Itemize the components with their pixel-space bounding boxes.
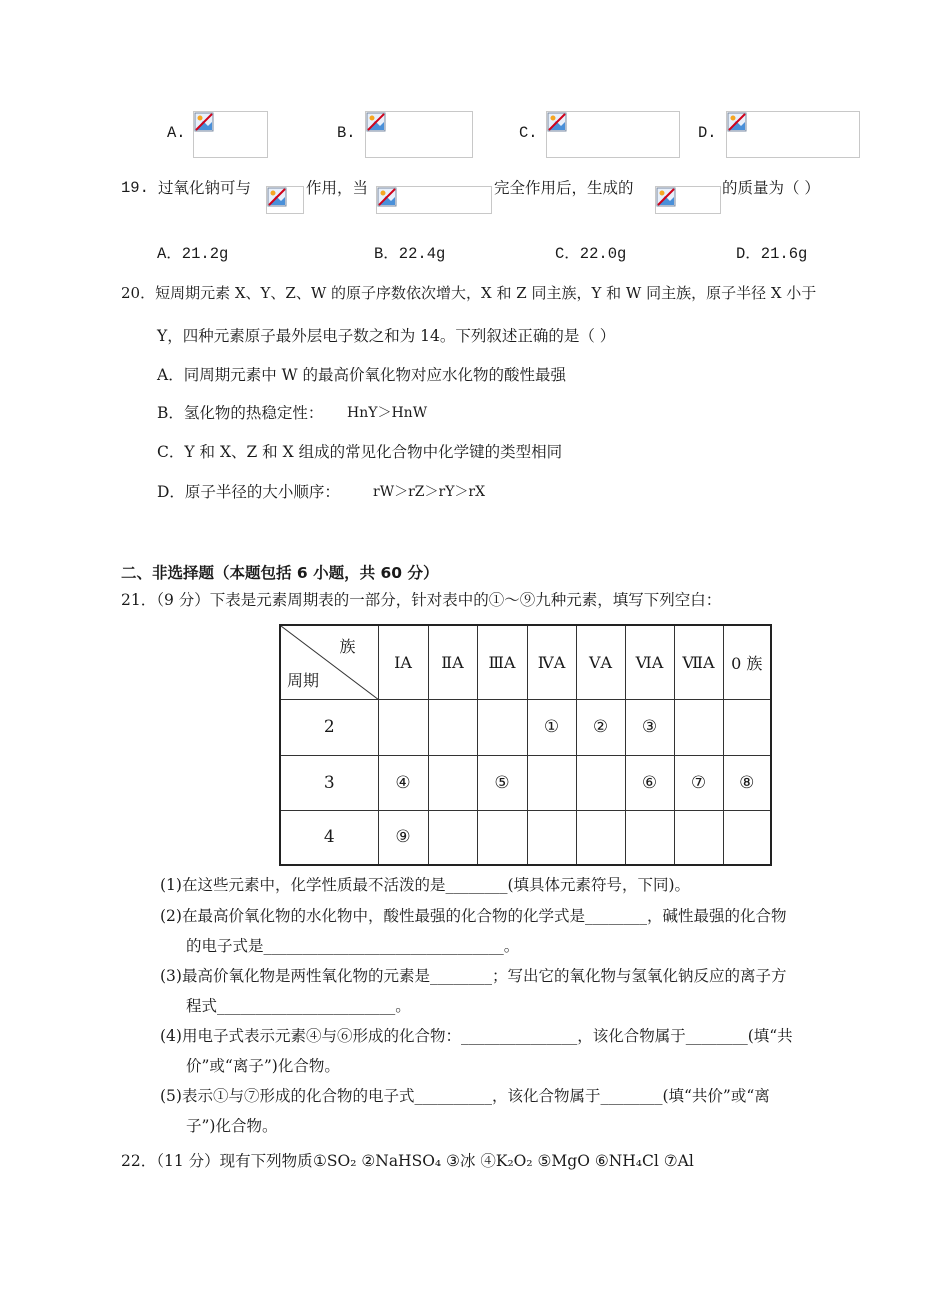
formula-image — [655, 186, 721, 214]
table-cell: ④ — [378, 755, 428, 810]
group-header: ⅢA — [477, 625, 527, 699]
period-label: 3 — [280, 755, 378, 810]
table-cell — [527, 810, 576, 865]
question-19-number: 19. — [121, 179, 149, 197]
question-21-part-2b: 的电子式是_______________________________。 — [186, 937, 520, 955]
table-cell — [674, 699, 723, 755]
option-a-image — [193, 111, 268, 158]
option-b-image — [365, 111, 473, 158]
question-19-option-a: A．21.2g — [157, 245, 229, 263]
table-cell — [576, 810, 625, 865]
broken-image-icon — [547, 112, 567, 132]
table-cell — [428, 810, 477, 865]
question-19-option-d: D．21.6g — [736, 245, 808, 263]
question-19-text-4: 的质量为（ ） — [722, 179, 820, 197]
table-cell: ① — [527, 699, 576, 755]
table-row — [280, 810, 771, 865]
question-21-part-2a: (2)在最高价氧化物的水化物中，酸性最强的化合物的化学式是________，碱性最强的化合物 — [160, 907, 787, 925]
table-cell: ⑧ — [723, 755, 771, 810]
table-cell — [477, 699, 527, 755]
question-22-items: ①SO₂ ②NaHSO₄ ③冰 ④K₂O₂ ⑤MgO ⑥NH₄Cl ⑦Al — [313, 1152, 694, 1170]
question-19-text-2: 作用，当 — [306, 179, 369, 197]
corner-period-label: 周期 — [287, 670, 320, 690]
table-cell — [723, 699, 771, 755]
question-21-part-3a: (3)最高价氧化物是两性氧化物的元素是________；写出它的氧化物与氢氧化钠反应的离子方 — [160, 967, 787, 985]
formula-image — [376, 186, 492, 214]
option-d-image — [726, 111, 860, 158]
group-header: ⅠA — [378, 625, 428, 699]
question-20-option-b-prefix: B．氢化物的热稳定性： — [157, 404, 324, 422]
broken-image-icon — [377, 187, 397, 207]
option-c-label: C. — [519, 124, 538, 142]
question-19-option-b: B．22.4g — [374, 245, 446, 263]
group-header: ⅣA — [527, 625, 576, 699]
option-c-image — [546, 111, 680, 158]
group-header: ⅥA — [625, 625, 674, 699]
question-19-option-c: C．22.0g — [555, 245, 627, 263]
group-header: ⅤA — [576, 625, 625, 699]
option-a-label: A. — [167, 124, 186, 142]
broken-image-icon — [366, 112, 386, 132]
periodic-table — [279, 624, 772, 866]
table-cell — [576, 755, 625, 810]
question-20-option-c: C．Y 和 X、Z 和 X 组成的常见化合物中化学键的类型相同 — [157, 443, 563, 461]
option-b-label: B. — [337, 124, 356, 142]
table-corner-cell — [280, 625, 378, 699]
table-cell: ② — [576, 699, 625, 755]
table-cell: ⑤ — [477, 755, 527, 810]
formula-image — [266, 186, 304, 214]
broken-image-icon — [194, 112, 214, 132]
table-cell: ⑦ — [674, 755, 723, 810]
question-22-prefix: 22．（11 分）现有下列物质 — [121, 1152, 313, 1170]
question-21-part-4a: (4)用电子式表示元素④与⑥形成的化合物：_______________，该化合物属于________(填“共 — [160, 1027, 793, 1045]
table-cell — [674, 810, 723, 865]
table-cell — [428, 699, 477, 755]
group-header: ⅦA — [674, 625, 723, 699]
broken-image-icon — [656, 187, 676, 207]
question-19-text-1: 过氧化钠可与 — [158, 179, 252, 197]
question-21-part-5b: 子”)化合物。 — [186, 1117, 278, 1135]
question-20-option-d-formula: rW＞rZ＞rY＞rX — [373, 484, 486, 500]
broken-image-icon — [267, 187, 287, 207]
table-cell — [477, 810, 527, 865]
question-21-part-5a: (5)表示①与⑦形成的化合物的电子式__________，该化合物属于________(填“共价”或“离 — [160, 1087, 770, 1105]
table-cell — [625, 810, 674, 865]
corner-group-label: 族 — [339, 637, 356, 656]
table-cell: ⑨ — [378, 810, 428, 865]
question-21-part-4b: 价”或“离子”)化合物。 — [186, 1057, 340, 1075]
question-20-line-2: Y，四种元素原子最外层电子数之和为 14。下列叙述正确的是（ ） — [157, 327, 616, 345]
question-20-line-1: 20．短周期元素 X、Y、Z、W 的原子序数依次增大，X 和 Z 同主族，Y 和 W 同主族，原子半径 X 小于 — [121, 284, 817, 302]
question-21-part-1: (1)在这些元素中，化学性质最不活泼的是________(填具体元素符号，下同)。 — [160, 876, 691, 894]
period-label: 2 — [280, 699, 378, 755]
table-row — [280, 699, 771, 755]
table-cell — [428, 755, 477, 810]
table-row — [280, 755, 771, 810]
group-header: 0 族 — [723, 625, 771, 699]
period-label: 4 — [280, 810, 378, 865]
table-cell — [527, 755, 576, 810]
question-20-option-b-formula: HnY＞HnW — [347, 405, 428, 421]
option-d-label: D. — [698, 124, 717, 142]
question-21-part-3b: 程式_______________________。 — [186, 997, 411, 1015]
broken-image-icon — [727, 112, 747, 132]
table-cell — [378, 699, 428, 755]
table-cell — [723, 810, 771, 865]
section-heading: 二、非选择题（本题包括 6 小题，共 60 分） — [121, 564, 439, 582]
table-cell: ⑥ — [625, 755, 674, 810]
table-header-row — [280, 625, 771, 699]
question-19-text-3: 完全作用后，生成的 — [494, 179, 634, 197]
question-20-option-d-prefix: D．原子半径的大小顺序： — [157, 483, 340, 501]
group-header: ⅡA — [428, 625, 477, 699]
table-cell: ③ — [625, 699, 674, 755]
question-20-option-a: A．同周期元素中 W 的最高价氧化物对应水化物的酸性最强 — [157, 366, 566, 384]
question-21-intro: 21．（9 分）下表是元素周期表的一部分，针对表中的①～⑨九种元素，填写下列空白： — [121, 591, 722, 609]
